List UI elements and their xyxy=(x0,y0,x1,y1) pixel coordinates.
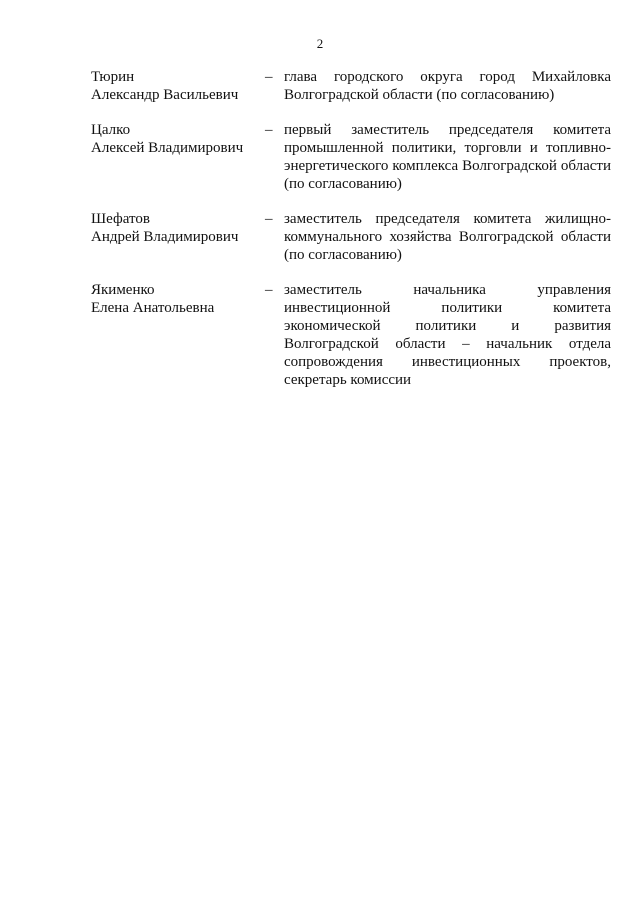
dash-separator: – xyxy=(265,69,273,85)
commission-members-list xyxy=(91,68,613,389)
member-given-names: Елена Анатольевна xyxy=(91,300,215,316)
member-surname: Цалко xyxy=(91,122,131,138)
member-surname: Шефатов xyxy=(91,211,150,227)
member-name xyxy=(91,68,261,104)
member-given-names: Андрей Владимирович xyxy=(91,229,239,245)
page-number: 2 xyxy=(316,36,324,51)
member-name xyxy=(91,121,261,157)
member-name xyxy=(91,210,261,246)
member-entry xyxy=(91,121,613,193)
member-position: первый заместитель председателя комитета промышленной политики, торговли и топливно-энергетического комплекса Волгоградской области (по согласованию) xyxy=(284,122,611,192)
member-entry xyxy=(91,210,613,264)
member-position: заместитель председателя комитета жилищно-коммунального хозяйства Волгоградской области (по согласованию) xyxy=(284,211,611,263)
member-given-names: Александр Васильевич xyxy=(91,87,239,103)
dash-separator: – xyxy=(265,282,273,298)
member-name xyxy=(91,281,261,317)
member-surname: Якименко xyxy=(91,282,155,298)
member-entry xyxy=(91,281,613,389)
member-entry xyxy=(91,68,613,104)
member-position: глава городского округа город Михайловка Волгоградской области (по согласованию) xyxy=(284,69,611,103)
dash-separator: – xyxy=(265,211,273,227)
member-given-names: Алексей Владимирович xyxy=(91,140,244,156)
member-surname: Тюрин xyxy=(91,69,135,85)
dash-separator: – xyxy=(265,122,273,138)
member-position: заместитель начальника управления инвестиционной политики комитета экономической политики и развития Волгоградской области – начальник отдела сопровождения инвестиционных проектов, секретарь комиссии xyxy=(284,282,611,388)
